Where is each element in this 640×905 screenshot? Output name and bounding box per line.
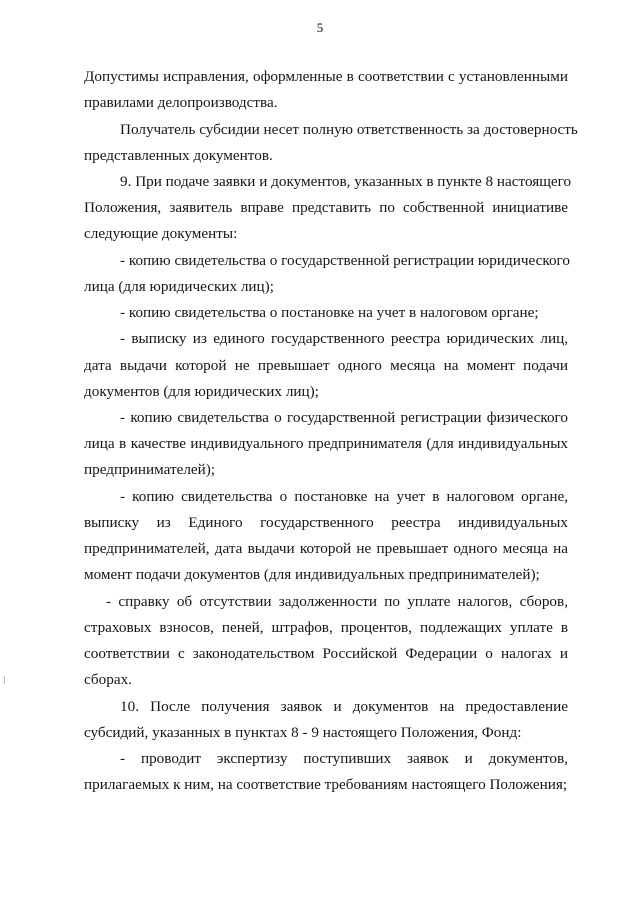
list-item-line: прилагаемых к ним, на соответствие требованиям настоящего Положения; (84, 776, 568, 793)
text-line: следующие документы: (84, 225, 238, 242)
list-item-line: - справку об отсутствии задолженности по уплате налогов, сборов, (106, 593, 568, 610)
text-line: Положения, заявитель вправе представить по собственной инициативе (84, 199, 568, 216)
text-line: Получатель субсидии несет полную ответственность за достоверность (120, 121, 578, 138)
list-item-line: предпринимателей, дата выдачи которой не превышает одного месяца на (84, 540, 568, 557)
text-line: 10. После получения заявок и документов на предоставление (120, 698, 568, 715)
text-line: правилами делопроизводства. (84, 94, 278, 111)
list-item-line: документов (для юридических лиц); (84, 383, 319, 400)
text-line: 9. При подаче заявки и документов, указанных в пункте 8 настоящего (120, 173, 572, 190)
list-item-line: сборах. (84, 671, 132, 688)
list-item-line: соответствии с законодательством Российской Федерации о налогах и (84, 645, 568, 662)
list-item-line: - копию свидетельства о постановке на учет в налоговом органе, (120, 488, 568, 505)
list-item-line: момент подачи документов (для индивидуальных предпринимателей); (84, 566, 540, 583)
list-item-line: страховых взносов, пеней, штрафов, процентов, подлежащих уплате в (84, 619, 568, 636)
list-item-line: выписку из Единого государственного реестра индивидуальных (84, 514, 568, 531)
scan-edge-mark (4, 676, 5, 684)
list-item-line: - копию свидетельства о государственной регистрации юридического (120, 252, 570, 269)
list-item-line: дата выдачи которой не превышает одного месяца на момент подачи (84, 357, 568, 374)
list-item-line: - проводит экспертизу поступивших заявок и документов, (120, 750, 568, 767)
list-item-line: лица (для юридических лиц); (84, 278, 274, 295)
list-item-line: - копию свидетельства о постановке на учет в налоговом органе; (120, 304, 539, 321)
text-line: представленных документов. (84, 147, 273, 164)
page-number: 5 (316, 20, 324, 35)
list-item-line: предпринимателей); (84, 461, 216, 478)
list-item-line: - копию свидетельства о государственной регистрации физического (120, 409, 568, 426)
list-item-line: - выписку из единого государственного реестра юридических лиц, (120, 330, 568, 347)
list-item-line: лица в качестве индивидуального предпринимателя (для индивидуальных (84, 435, 568, 452)
text-line: Допустимы исправления, оформленные в соответствии с установленными (84, 68, 568, 85)
text-line: субсидий, указанных в пунктах 8 - 9 настоящего Положения, Фонд: (84, 724, 522, 741)
